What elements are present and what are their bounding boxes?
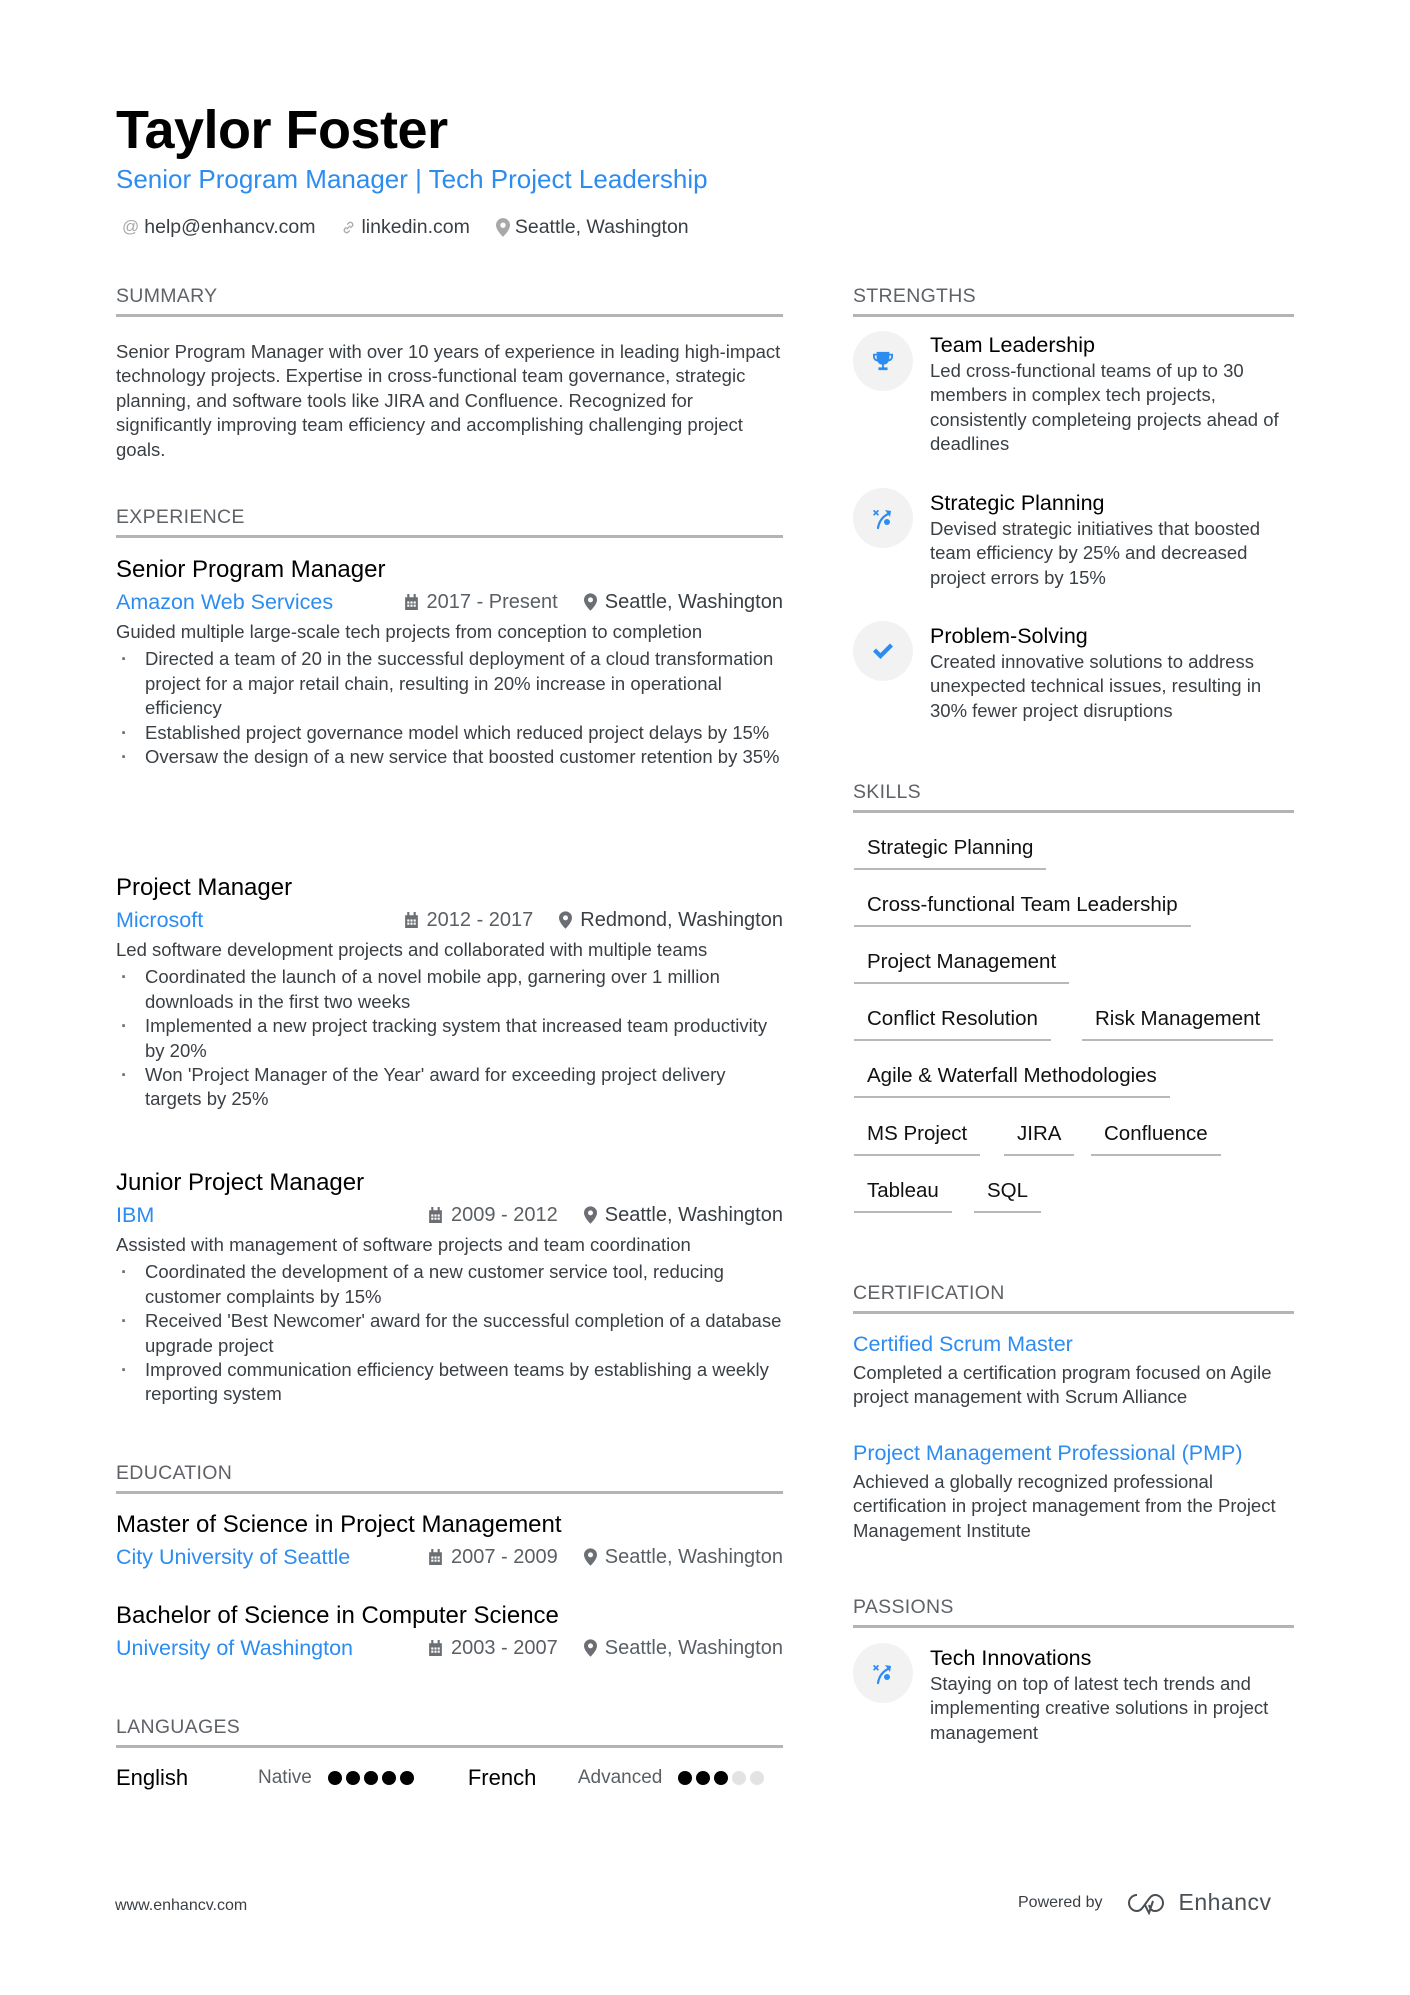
language-level: Advanced (577, 1767, 663, 1788)
strength-description: Created innovative solutions to address unexpected technical issues, resulting in 30% fewer project disruptions (930, 651, 1262, 721)
calendar-icon (428, 1207, 443, 1224)
dot-filled (382, 1771, 396, 1785)
language-level: Native (258, 1767, 312, 1788)
dot-filled (696, 1771, 710, 1785)
bullet-item: · Improved communication efficiency between teams by establishing a weekly reporting system (116, 1358, 783, 1407)
strength-description: Devised strategic initiatives that boosted team efficiency by 25% and decreased project errors by 15% (930, 518, 1261, 588)
section-divider (853, 1625, 1294, 1628)
strength-title: Strategic Planning (930, 491, 1105, 515)
job-dates: 2012 - 2017 (404, 906, 534, 934)
section-divider (853, 314, 1294, 317)
experience-item (116, 1168, 783, 1407)
school-name[interactable]: University of Washington (116, 1636, 353, 1660)
job-title: Project Manager (116, 874, 293, 901)
enhancv-logo[interactable] (1123, 1889, 1272, 1916)
bullet-item: · Oversaw the design of a new service that boosted customer retention by 35% (116, 745, 783, 769)
certification-description: Achieved a globally recognized professional certification in project management from the Project Management Institute (853, 1471, 1276, 1541)
section-title-strengths: STRENGTHS (853, 285, 976, 307)
education-item (116, 1510, 783, 1571)
dot-empty (732, 1771, 746, 1785)
job-description: Guided multiple large-scale tech projects from conception to completion (116, 621, 703, 642)
footer-branding (1018, 1889, 1272, 1916)
passion-title: Tech Innovations (930, 1646, 1092, 1670)
passion-description: Staying on top of latest tech trends and implementing creative solutions in project management (930, 1673, 1269, 1743)
company-name[interactable]: Amazon Web Services (116, 590, 334, 614)
section-title-experience: EXPERIENCE (116, 506, 245, 528)
school-name[interactable]: City University of Seattle (116, 1545, 351, 1569)
location-pin-icon (584, 1548, 597, 1566)
job-dates: 2009 - 2012 (428, 1201, 558, 1229)
section-divider (116, 1491, 783, 1494)
job-bullets (116, 1260, 783, 1406)
trophy-icon (853, 331, 913, 391)
checkmark-icon (853, 621, 913, 681)
skills-section-header (853, 780, 1294, 813)
bullet-item: · Coordinated the launch of a novel mobile app, garnering over 1 million downloads in the first two weeks (116, 965, 783, 1014)
skill-tag: Cross-functional Team Leadership (854, 891, 1191, 927)
education-location: Seattle, Washington (584, 1543, 783, 1571)
calendar-icon (404, 594, 419, 611)
section-title-certification: CERTIFICATION (853, 1282, 1005, 1304)
summary-section (116, 284, 783, 462)
dot-filled (678, 1771, 692, 1785)
dot-filled (400, 1771, 414, 1785)
certification-title[interactable]: Certified Scrum Master (853, 1332, 1073, 1356)
dot-filled (714, 1771, 728, 1785)
education-meta (116, 1543, 783, 1571)
skill-tag: Risk Management (1082, 1005, 1273, 1041)
candidate-headline: Senior Program Manager | Tech Project Leadership (116, 164, 708, 194)
skill-tag: JIRA (1004, 1120, 1074, 1156)
job-dates: 2017 - Present (404, 588, 558, 616)
section-divider (116, 314, 783, 317)
strengths-section-header (853, 284, 1294, 317)
strength-item (853, 621, 1294, 723)
section-title-passions: PASSIONS (853, 1596, 954, 1618)
certification-description: Completed a certification program focused on Agile project management with Scrum Alliance (853, 1362, 1272, 1408)
bullet-item: · Coordinated the development of a new customer service tool, reducing customer complaints by 15% (116, 1260, 783, 1309)
language-name: English (116, 1765, 189, 1790)
job-meta (116, 1201, 783, 1229)
strategy-icon (853, 488, 913, 548)
location-pin-icon (584, 593, 597, 611)
experience-item (116, 555, 783, 769)
education-section-header (116, 1461, 783, 1494)
skill-tag: Confluence (1091, 1120, 1221, 1156)
education-dates: 2003 - 2007 (428, 1634, 558, 1662)
bullet-item: · Established project governance model which reduced project delays by 15% (116, 721, 783, 745)
certification-section-header (853, 1281, 1294, 1314)
job-location: Seattle, Washington (584, 1201, 783, 1229)
bullet-item: · Won 'Project Manager of the Year' award for exceeding project delivery targets by 25% (116, 1063, 783, 1112)
contact-linkedin[interactable] (341, 214, 469, 240)
dot-empty (750, 1771, 764, 1785)
dot-filled (328, 1771, 342, 1785)
education-meta (116, 1634, 783, 1662)
strength-description: Led cross-functional teams of up to 30 members in complex tech projects, consistently completeing projects ahead of deadlines (930, 360, 1279, 455)
job-bullets (116, 647, 783, 769)
passion-item (853, 1643, 1294, 1745)
location-pin-icon (584, 1639, 597, 1657)
education-location: Seattle, Washington (584, 1634, 783, 1662)
job-description: Assisted with management of software projects and team coordination (116, 1234, 691, 1255)
location-pin-icon (584, 1206, 597, 1224)
skill-tag: Project Management (854, 948, 1069, 984)
section-title-education: EDUCATION (116, 1462, 233, 1484)
skill-tag: Conflict Resolution (854, 1005, 1051, 1041)
skill-tag: SQL (974, 1177, 1041, 1213)
skill-tag: MS Project (854, 1120, 980, 1156)
bullet-item: · Directed a team of 20 in the successful deployment of a cloud transformation project for a major retail chain, resulting in 20% increase in operational efficiency (116, 647, 783, 720)
contact-email[interactable] (122, 214, 315, 240)
job-description: Led software development projects and collaborated with multiple teams (116, 939, 708, 960)
job-location: Redmond, Washington (559, 906, 783, 934)
dot-filled (364, 1771, 378, 1785)
section-title-summary: SUMMARY (116, 285, 218, 307)
strength-title: Problem-Solving (930, 624, 1088, 648)
skill-tag: Agile & Waterfall Methodologies (854, 1062, 1170, 1098)
certification-item (853, 1439, 1294, 1543)
bullet-item: · Implemented a new project tracking system that increased team productivity by 20% (116, 1014, 783, 1063)
section-divider (853, 1311, 1294, 1314)
skill-tag: Tableau (854, 1177, 952, 1213)
location-pin-icon (559, 911, 572, 929)
education-dates: 2007 - 2009 (428, 1543, 558, 1571)
section-title-languages: LANGUAGES (116, 1716, 241, 1738)
dot-filled (346, 1771, 360, 1785)
job-bullets (116, 965, 783, 1111)
language-name: French (467, 1765, 537, 1790)
skill-tag: Strategic Planning (854, 834, 1046, 870)
section-divider (116, 535, 783, 538)
strength-item (853, 488, 1294, 590)
job-meta (116, 906, 783, 934)
candidate-name: Taylor Foster (116, 100, 448, 160)
job-title: Junior Project Manager (116, 1169, 365, 1196)
certification-title[interactable]: Project Management Professional (PMP) (853, 1441, 1243, 1465)
education-item (116, 1601, 783, 1662)
section-divider (853, 810, 1294, 813)
strategy-icon (853, 1643, 913, 1703)
certification-item (853, 1330, 1294, 1410)
location-pin-icon (496, 218, 510, 237)
contact-email-text: help@enhancv.com (144, 216, 316, 238)
calendar-icon (428, 1549, 443, 1566)
calendar-icon (404, 912, 419, 929)
summary-text: Senior Program Manager with over 10 years of experience in leading high-impact technology projects. Expertise in cross-functional team governance, strategic planning, and software tools like JIRA and Confluence. Recognized for significantly improving team efficiency and accomplishing challenging project goals. (116, 341, 781, 460)
company-name[interactable]: IBM (116, 1203, 155, 1227)
contact-location-text: Seattle, Washington (514, 216, 689, 238)
contact-linkedin-text: linkedin.com (361, 216, 470, 238)
job-title: Senior Program Manager (116, 556, 386, 583)
bullet-item: · Received 'Best Newcomer' award for the successful completion of a database upgrade project (116, 1309, 783, 1358)
brand-name: Enhancv (1178, 1889, 1272, 1915)
degree-title: Master of Science in Project Management (116, 1511, 562, 1538)
passions-section-header (853, 1595, 1294, 1628)
strength-item (853, 331, 1294, 457)
contact-location (496, 214, 689, 240)
experience-section-header (116, 505, 783, 538)
contact-row (122, 214, 689, 240)
strength-title: Team Leadership (930, 333, 1095, 357)
enhancv-logo-icon (1123, 1891, 1169, 1915)
powered-by-label: Powered by (1018, 1893, 1103, 1911)
link-icon (341, 220, 356, 235)
section-divider (116, 1745, 783, 1748)
language-proficiency-dots (328, 1771, 414, 1785)
languages-section-header (116, 1715, 783, 1748)
languages-row (116, 1763, 783, 1793)
at-icon: @ (122, 217, 140, 236)
degree-title: Bachelor of Science in Computer Science (116, 1602, 559, 1629)
job-meta (116, 588, 783, 616)
section-title-skills: SKILLS (853, 781, 921, 803)
language-proficiency-dots (678, 1771, 764, 1785)
company-name[interactable]: Microsoft (116, 908, 204, 932)
experience-item (116, 873, 783, 1112)
job-location: Seattle, Washington (584, 588, 783, 616)
calendar-icon (428, 1640, 443, 1657)
footer-website[interactable]: www.enhancv.com (115, 1897, 248, 1914)
